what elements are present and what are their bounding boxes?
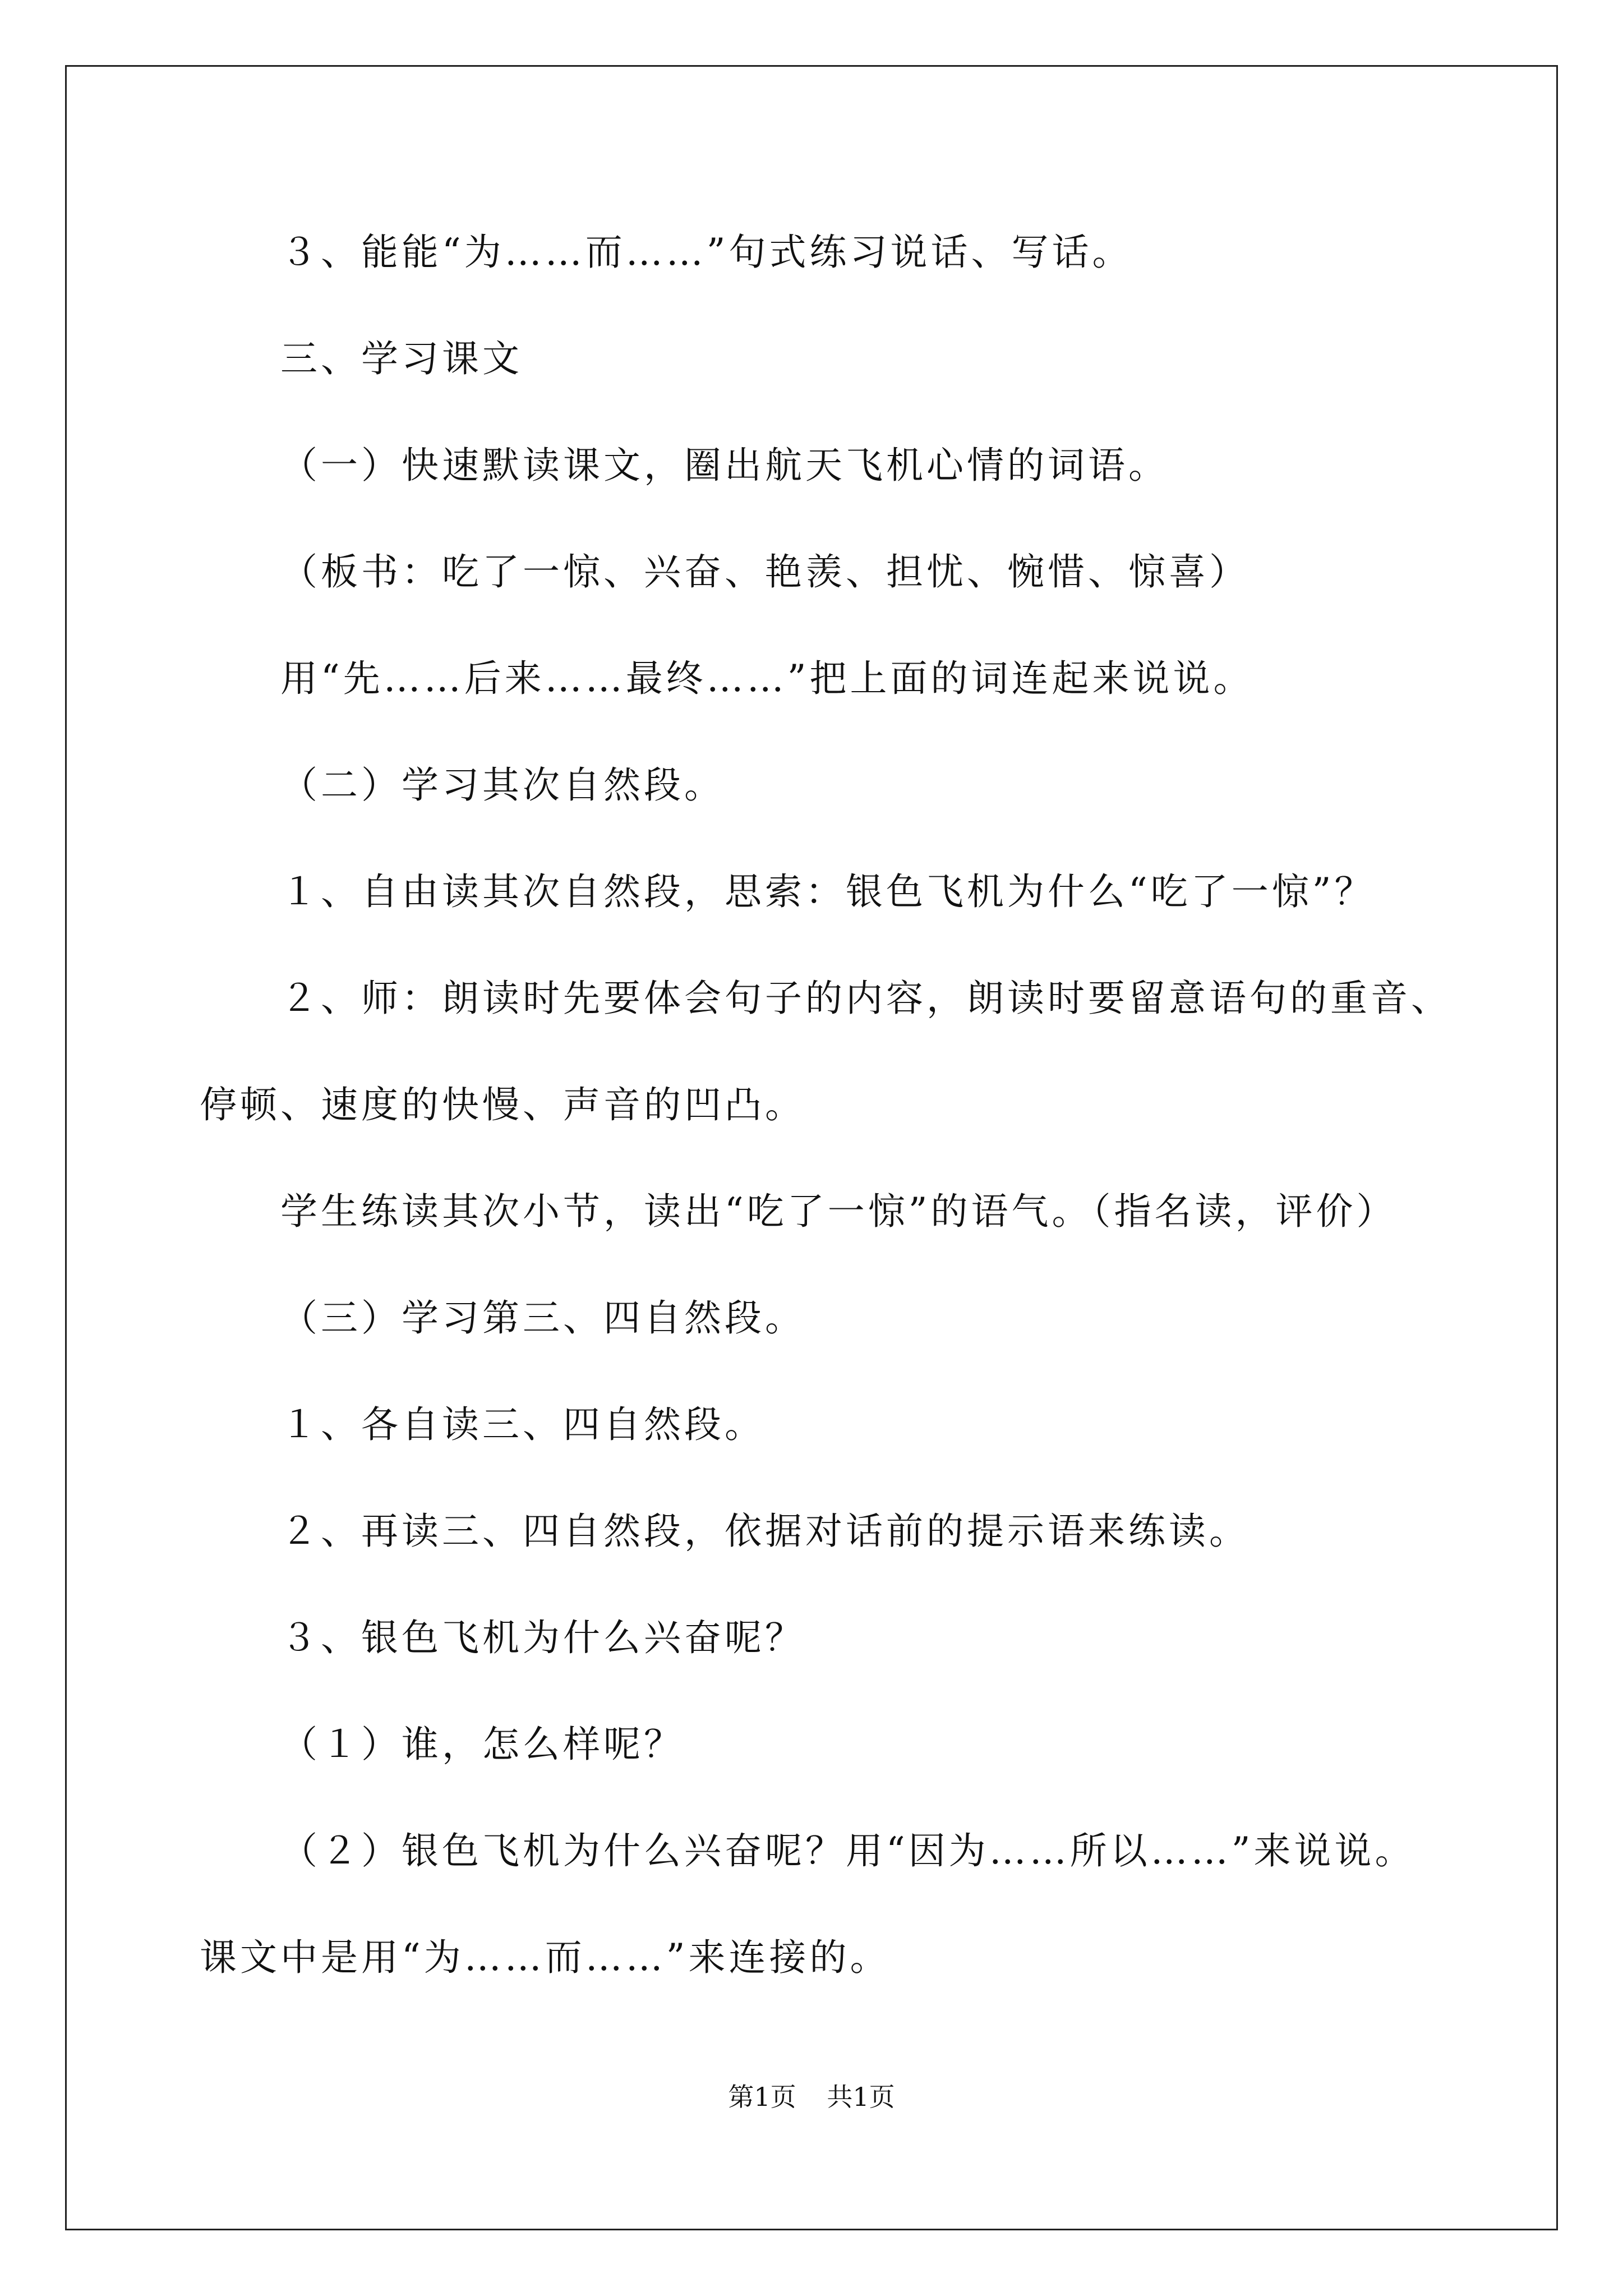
text-line: （板书：吃了一惊、兴奋、艳羡、担忧、惋惜、惊喜） [280, 550, 1249, 593]
text-line: ３、能能“为……而……”句式练习说话、写话。 [280, 231, 1133, 274]
text-line: ２、再读三、四自然段，依据对话前的提示语来练读。 [280, 1510, 1249, 1553]
text-line: 学生练读其次小节，读出“吃了一惊”的语气。（指名读，评价） [280, 1190, 1397, 1233]
text-line: １、各自读三、四自然段。 [280, 1403, 765, 1446]
section-heading: 三、学习课文 [280, 337, 523, 380]
page-footer [0, 2080, 1623, 2114]
text-line: 用“先……后来……最终……”把上面的词连起来说说。 [280, 657, 1254, 700]
text-line: （２）银色飞机为什么兴奋呢？用“因为……所以……”来说说。 [280, 1829, 1415, 1872]
text-line: ３、银色飞机为什么兴奋呢？ [280, 1616, 805, 1659]
text-line: 课文中是用“为……而……”来连接的。 [200, 1936, 891, 1979]
page-border [65, 65, 1558, 2230]
text-line: ２、师：朗读时先要体会句子的内容，朗读时要留意语句的重音、 [280, 977, 1451, 1020]
text-line: １、自由读其次自然段，思索：银色飞机为什么“吃了一惊”？ [280, 870, 1375, 913]
text-line: （一）快速默读课文，圈出航天飞机心情的词语。 [280, 444, 1169, 487]
text-line: （二）学习其次自然段。 [280, 763, 725, 807]
page-total: 共1页 [827, 2082, 895, 2112]
text-line: （１）谁，怎么样呢？ [280, 1723, 684, 1766]
page-number: 第1页 [728, 2082, 796, 2112]
text-line: 停顿、速度的快慢、声音的凹凸。 [200, 1083, 805, 1126]
text-line: （三）学习第三、四自然段。 [280, 1296, 805, 1340]
